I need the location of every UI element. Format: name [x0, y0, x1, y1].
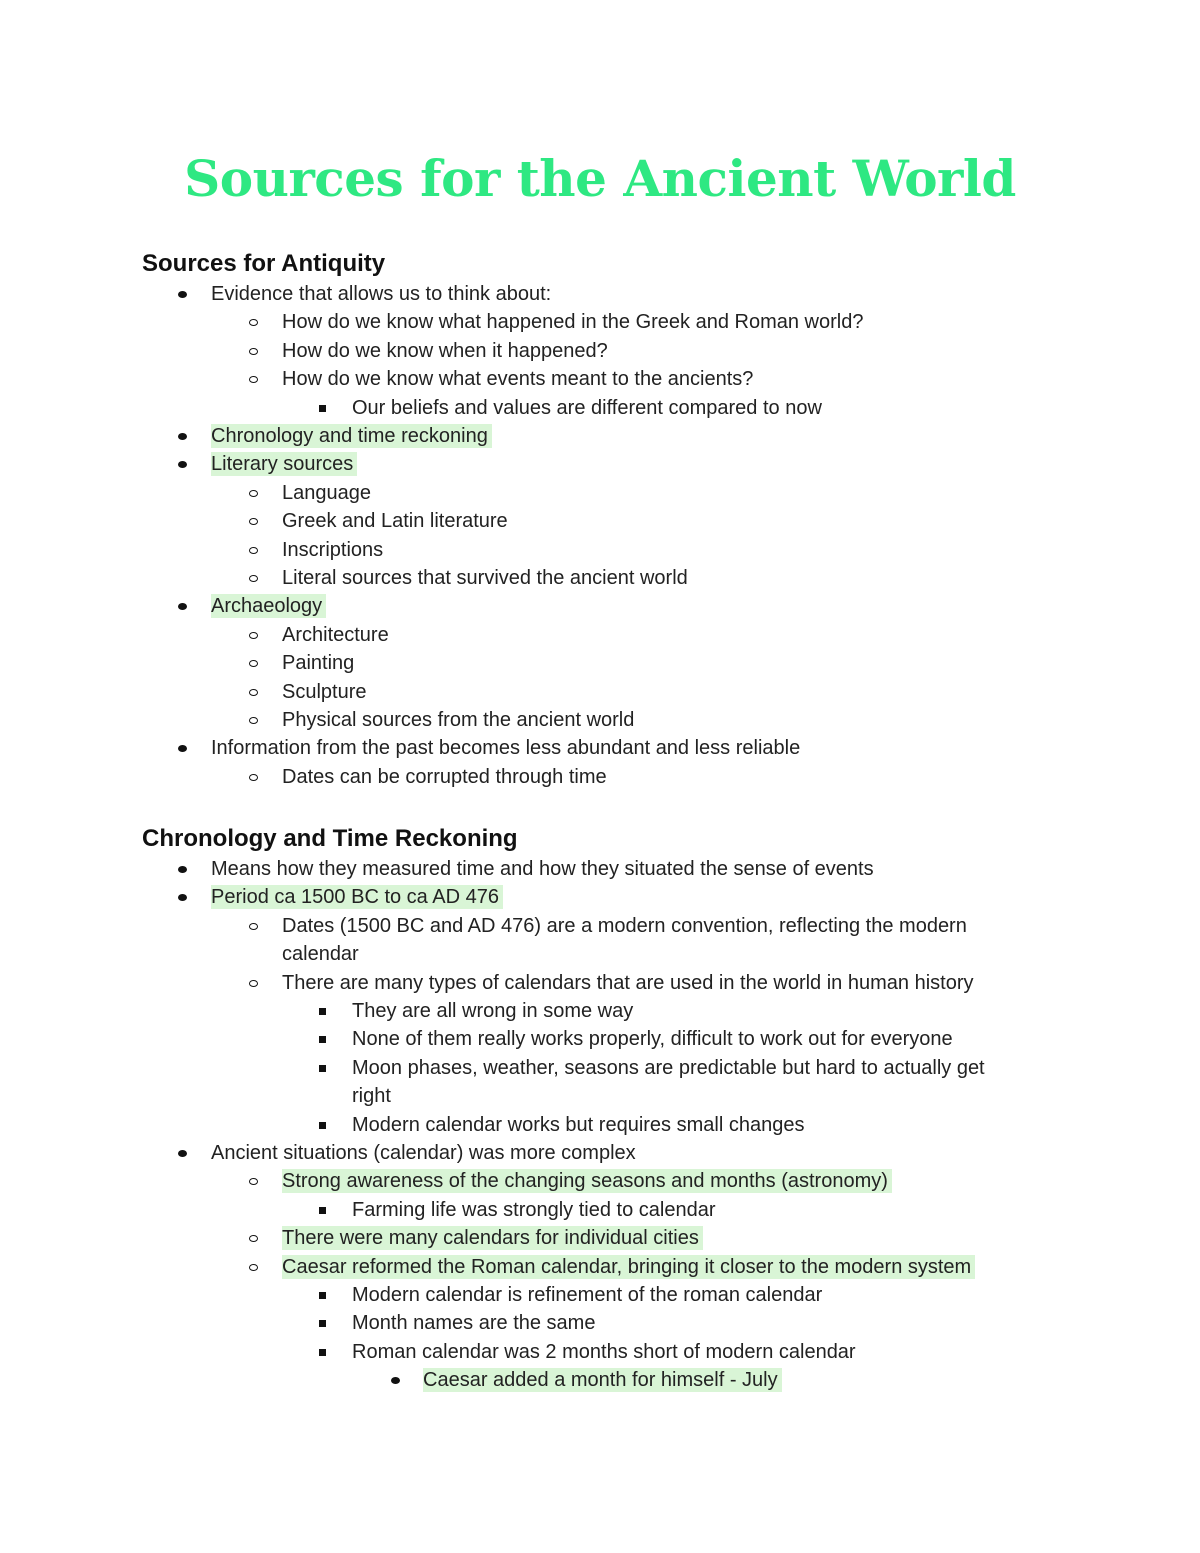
list-item-text: Caesar added a month for himself - July [423, 1368, 782, 1392]
list-item-text: None of them really works properly, difficult to work out for everyone [352, 1028, 953, 1051]
list-item [211, 281, 555, 307]
list-item-text: There are many types of calendars that are used in the world in human history [282, 971, 974, 994]
list-item [282, 309, 867, 335]
list-item-text: calendar [282, 943, 359, 966]
section-heading: Chronology and Time Reckoning [142, 825, 518, 852]
list-item [352, 998, 637, 1024]
list-item [282, 366, 757, 392]
list-item [282, 1225, 703, 1251]
list-item [282, 622, 393, 648]
disc-bullet-icon [178, 291, 187, 298]
list-item-text: Literary sources [211, 452, 357, 476]
list-item-text: Literal sources that survived the ancient world [282, 567, 688, 589]
list-item-text: Roman calendar was 2 months short of modern calendar [352, 1340, 856, 1363]
circle-bullet-icon [249, 1235, 258, 1242]
list-item [211, 593, 326, 619]
list-item-text: Sculpture [282, 680, 367, 703]
list-item-text: Month names are the same [352, 1312, 596, 1335]
list-item-text: How do we know what happened in the Greek and Roman world? [282, 311, 864, 334]
list-item [282, 913, 971, 939]
page-title: Sources for the Ancient World [184, 149, 1016, 208]
square-bullet-icon [319, 1320, 326, 1327]
circle-bullet-icon [249, 348, 258, 355]
circle-bullet-icon [249, 689, 258, 696]
list-item-text: Caesar reformed the Roman calendar, bringing it closer to the modern system [282, 1255, 975, 1279]
list-item [282, 970, 977, 996]
circle-bullet-icon [249, 575, 258, 582]
list-item-text: Information from the past becomes less abundant and less reliable [211, 737, 801, 760]
circle-bullet-icon [249, 774, 258, 781]
list-item-text: Ancient situations (calendar) was more complex [211, 1142, 636, 1164]
list-item [352, 1055, 989, 1081]
square-bullet-icon [319, 1349, 326, 1356]
list-item-text: Painting [282, 652, 355, 675]
list-item [282, 764, 611, 790]
list-item [282, 679, 371, 705]
list-item-continuation [352, 1083, 395, 1109]
circle-bullet-icon [249, 376, 258, 383]
list-item-text: Physical sources from the ancient world [282, 709, 635, 731]
list-item-text: Means how they measured time and how they situated the sense of events [211, 858, 874, 880]
circle-bullet-icon [249, 490, 258, 497]
list-item-text: How do we know when it happened? [282, 339, 608, 362]
list-item [352, 1197, 720, 1223]
disc-bullet-icon [178, 1150, 187, 1157]
list-item [211, 423, 492, 449]
list-item [282, 508, 512, 534]
list-item [211, 735, 804, 761]
list-item-text: Farming life was strongly tied to calendar [352, 1198, 716, 1221]
list-item [423, 1367, 782, 1393]
list-item-text: They are all wrong in some way [352, 1000, 634, 1022]
square-bullet-icon [319, 1065, 326, 1072]
list-item [352, 395, 826, 421]
list-item [282, 480, 375, 506]
disc-bullet-icon [178, 894, 187, 901]
list-item [211, 856, 878, 882]
circle-bullet-icon [249, 980, 258, 987]
list-item-text: Greek and Latin literature [282, 510, 508, 533]
list-item [352, 1026, 957, 1052]
list-item-text: Inscriptions [282, 538, 384, 561]
list-item [352, 1112, 808, 1138]
square-bullet-icon [319, 1122, 326, 1129]
circle-bullet-icon [249, 518, 258, 525]
disc-bullet-icon [178, 866, 187, 873]
square-bullet-icon [319, 1036, 326, 1043]
disc-bullet-icon [178, 603, 187, 610]
circle-bullet-icon [249, 1264, 258, 1271]
list-item [282, 707, 638, 733]
list-item-text: Strong awareness of the changing seasons and months (astronomy) [282, 1169, 892, 1193]
list-item-text: Architecture [282, 623, 389, 646]
disc-bullet-icon [178, 461, 187, 468]
list-item-text: Archaeology [211, 594, 326, 618]
list-item [211, 1140, 640, 1166]
list-item [282, 338, 612, 364]
square-bullet-icon [319, 405, 326, 412]
list-item-continuation [282, 941, 363, 967]
list-item-text: right [352, 1085, 391, 1108]
list-item [282, 650, 358, 676]
list-item-text: Our beliefs and values are different compared to now [352, 396, 822, 419]
circle-bullet-icon [249, 660, 258, 667]
list-item-text: Evidence that allows us to think about: [211, 283, 552, 305]
list-item [211, 451, 357, 477]
list-item-text: Language [282, 481, 371, 504]
list-item-text: Moon phases, weather, seasons are predictable but hard to actually get [352, 1056, 985, 1079]
square-bullet-icon [319, 1292, 326, 1299]
disc-bullet-icon [391, 1377, 400, 1384]
list-item [352, 1282, 826, 1308]
circle-bullet-icon [249, 1178, 258, 1185]
list-item [282, 1254, 975, 1280]
list-item-text: How do we know what events meant to the ancients? [282, 368, 754, 391]
list-item [282, 537, 387, 563]
list-item [211, 884, 503, 910]
list-item-text: Dates (1500 BC and AD 476) are a modern convention, reflecting the modern [282, 914, 967, 937]
square-bullet-icon [319, 1008, 326, 1015]
list-item [282, 565, 692, 591]
list-item-text: There were many calendars for individual cities [282, 1226, 703, 1250]
circle-bullet-icon [249, 547, 258, 554]
disc-bullet-icon [178, 745, 187, 752]
circle-bullet-icon [249, 717, 258, 724]
list-item-text: Chronology and time reckoning [211, 424, 492, 448]
list-item [282, 1168, 892, 1194]
list-item-text: Dates can be corrupted through time [282, 765, 607, 788]
list-item-text: Period ca 1500 BC to ca AD 476 [211, 885, 503, 909]
circle-bullet-icon [249, 319, 258, 326]
list-item [352, 1310, 599, 1336]
list-item-text: Modern calendar is refinement of the roman calendar [352, 1284, 823, 1306]
list-item-text: Modern calendar works but requires small changes [352, 1113, 805, 1136]
circle-bullet-icon [249, 923, 258, 930]
circle-bullet-icon [249, 632, 258, 639]
square-bullet-icon [319, 1207, 326, 1214]
list-item [352, 1339, 860, 1365]
disc-bullet-icon [178, 433, 187, 440]
section-heading: Sources for Antiquity [142, 250, 386, 277]
